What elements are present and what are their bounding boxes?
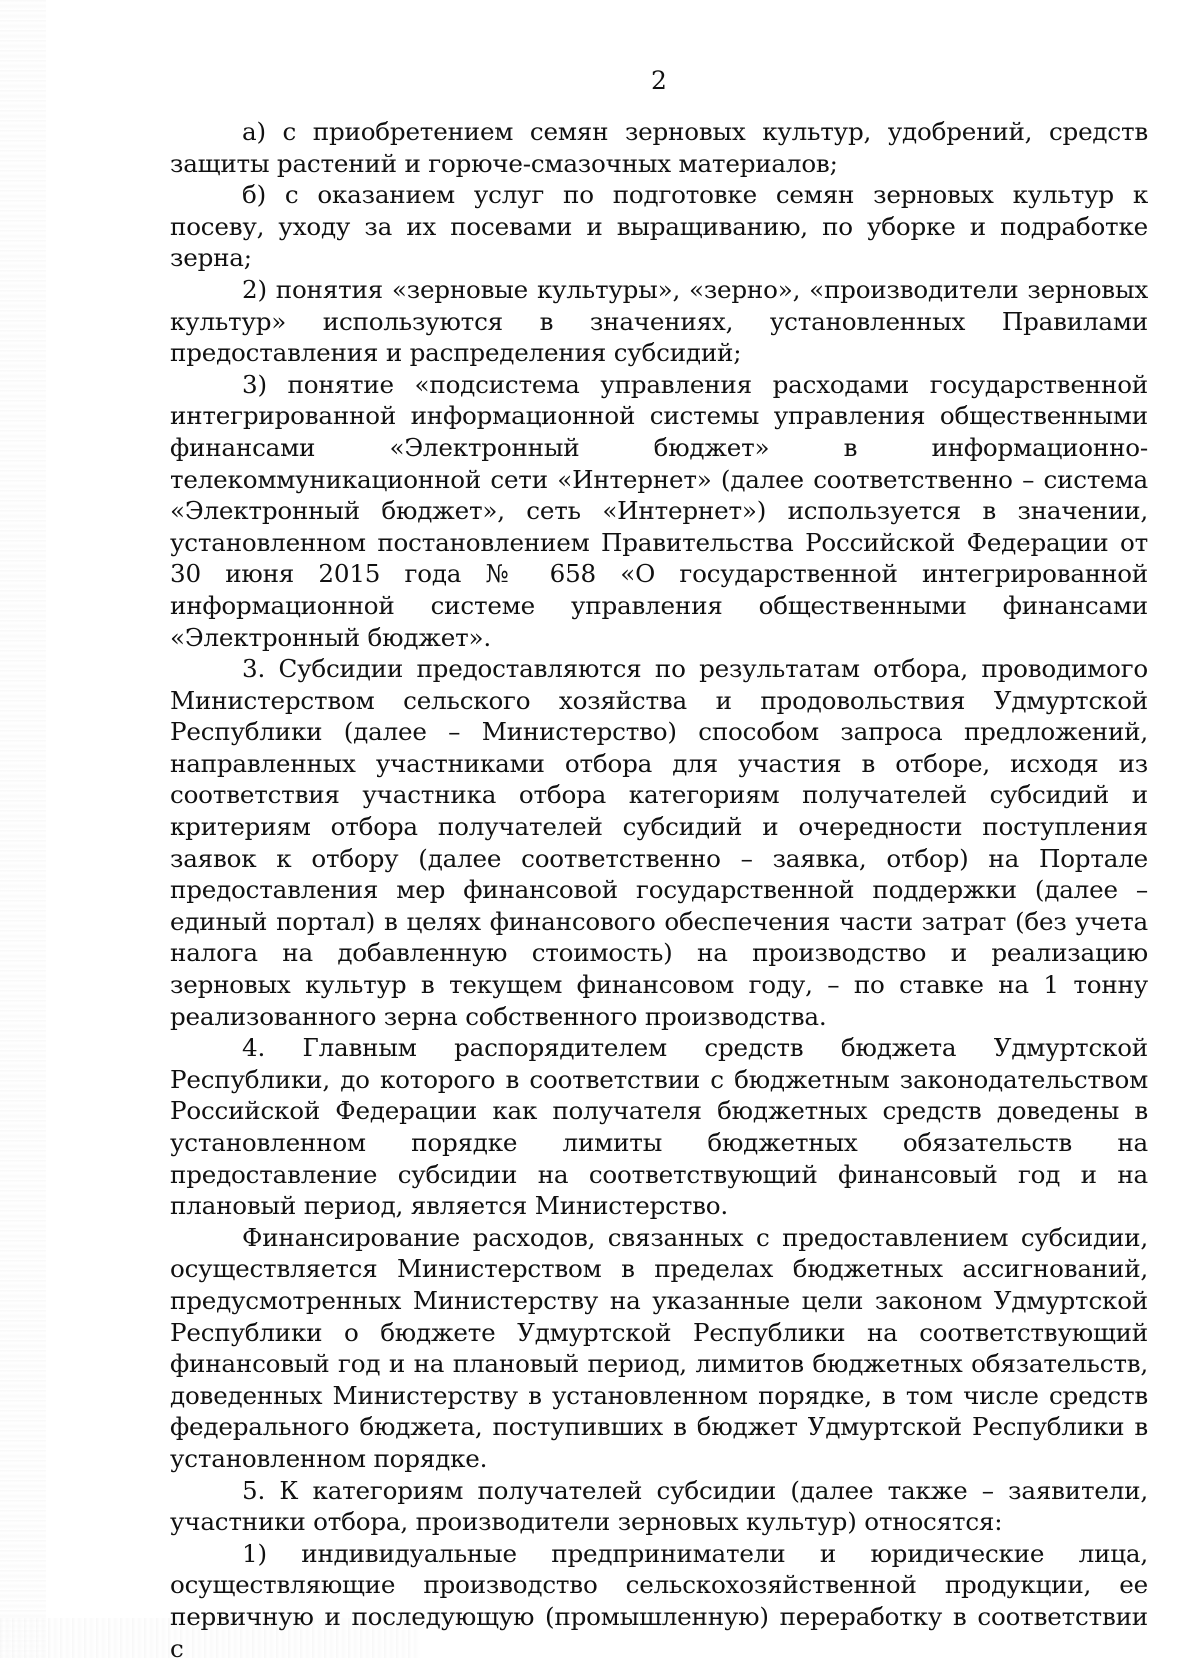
paragraph-item-2: 2) понятия «зерновые культуры», «зерно», «производители зерновых культур» используются в значениях, установленных Правилами предоставления и распределения субсидий; [170,274,1148,368]
document-body [170,116,1148,1664]
paragraph-section-3: 3. Субсидии предоставляются по результатам отбора, проводимого Министерством сельского хозяйства и продовольствия Удмуртской Республики (далее – Министерство) способом запроса предложений, направленных участниками отбора для участия в отборе, исходя из соответствия участника отбора категориям получателей субсидий и критериям отбора получателей субсидий и очередности поступления заявок к отбору (далее соответственно – заявка, отбор) на Портале предоставления мер финансовой государственной поддержки (далее – единый портал) в целях финансового обеспечения части затрат (без учета налога на добавленную стоимость) на производство и реализацию зерновых культур в текущем финансовом году, – по ставке на 1 тонну реализованного зерна собственного производства. [170,654,1148,1031]
paragraph-item-b: б) с оказанием услуг по подготовке семян зерновых культур к посеву, уходу за их посевами и выращиванию, по уборке и подработке зерна; [170,180,1148,273]
scan-noise-left [0,0,46,1658]
paragraph-section-4: 4. Главным распорядителем средств бюджета Удмуртской Республики, до которого в соответствии с бюджетным законодательством Российской Федерации как получателя бюджетных средств доведены в установленном порядке лимиты бюджетных обязательств на предоставление субсидии на соответствующий финансовый год и на плановый период, является Министерство. [170,1033,1148,1221]
page-number: 2 [651,66,667,95]
paragraph-item-1-recipients: 1) индивидуальные предприниматели и юридические лица, осуществляющие производство сельскохозяйственной продукции, ее первичную и последующую (промышленную) переработку в соответствии с [170,1538,1148,1663]
paragraph-item-3-definition: 3) понятие «подсистема управления расходами государственной интегрированной информационной системы управления общественными финансами «Электронный бюджет» в информационно-телекоммуникационной сети «Интернет» (далее соответственно – система «Электронный бюджет», сеть «Интернет») используется в значении, установленном постановлением Правительства Российской Федерации от 30 июня 2015 года № 658 «О государственной интегрированной информационной системе управления общественными финансами «Электронный бюджет». [170,369,1148,652]
paragraph-item-a: а) с приобретением семян зерновых культур, удобрений, средств защиты растений и горюче-смазочных материалов; [170,117,1148,178]
paragraph-financing: Финансирование расходов, связанных с предоставлением субсидии, осуществляется Министерством в пределах бюджетных ассигнований, предусмотренных Министерству на указанные цели законом Удмуртской Республики о бюджете Удмуртской Республики на соответствующий финансовый год и на плановый период, лимитов бюджетных обязательств, доведенных Министерству в установленном порядке, в том числе средств федерального бюджета, поступивших в бюджет Удмуртской Республики в установленном порядке. [170,1222,1148,1473]
paragraph-section-5: 5. К категориям получателей субсидии (далее также – заявители, участники отбора, производители зерновых культур) относятся: [170,1475,1148,1537]
